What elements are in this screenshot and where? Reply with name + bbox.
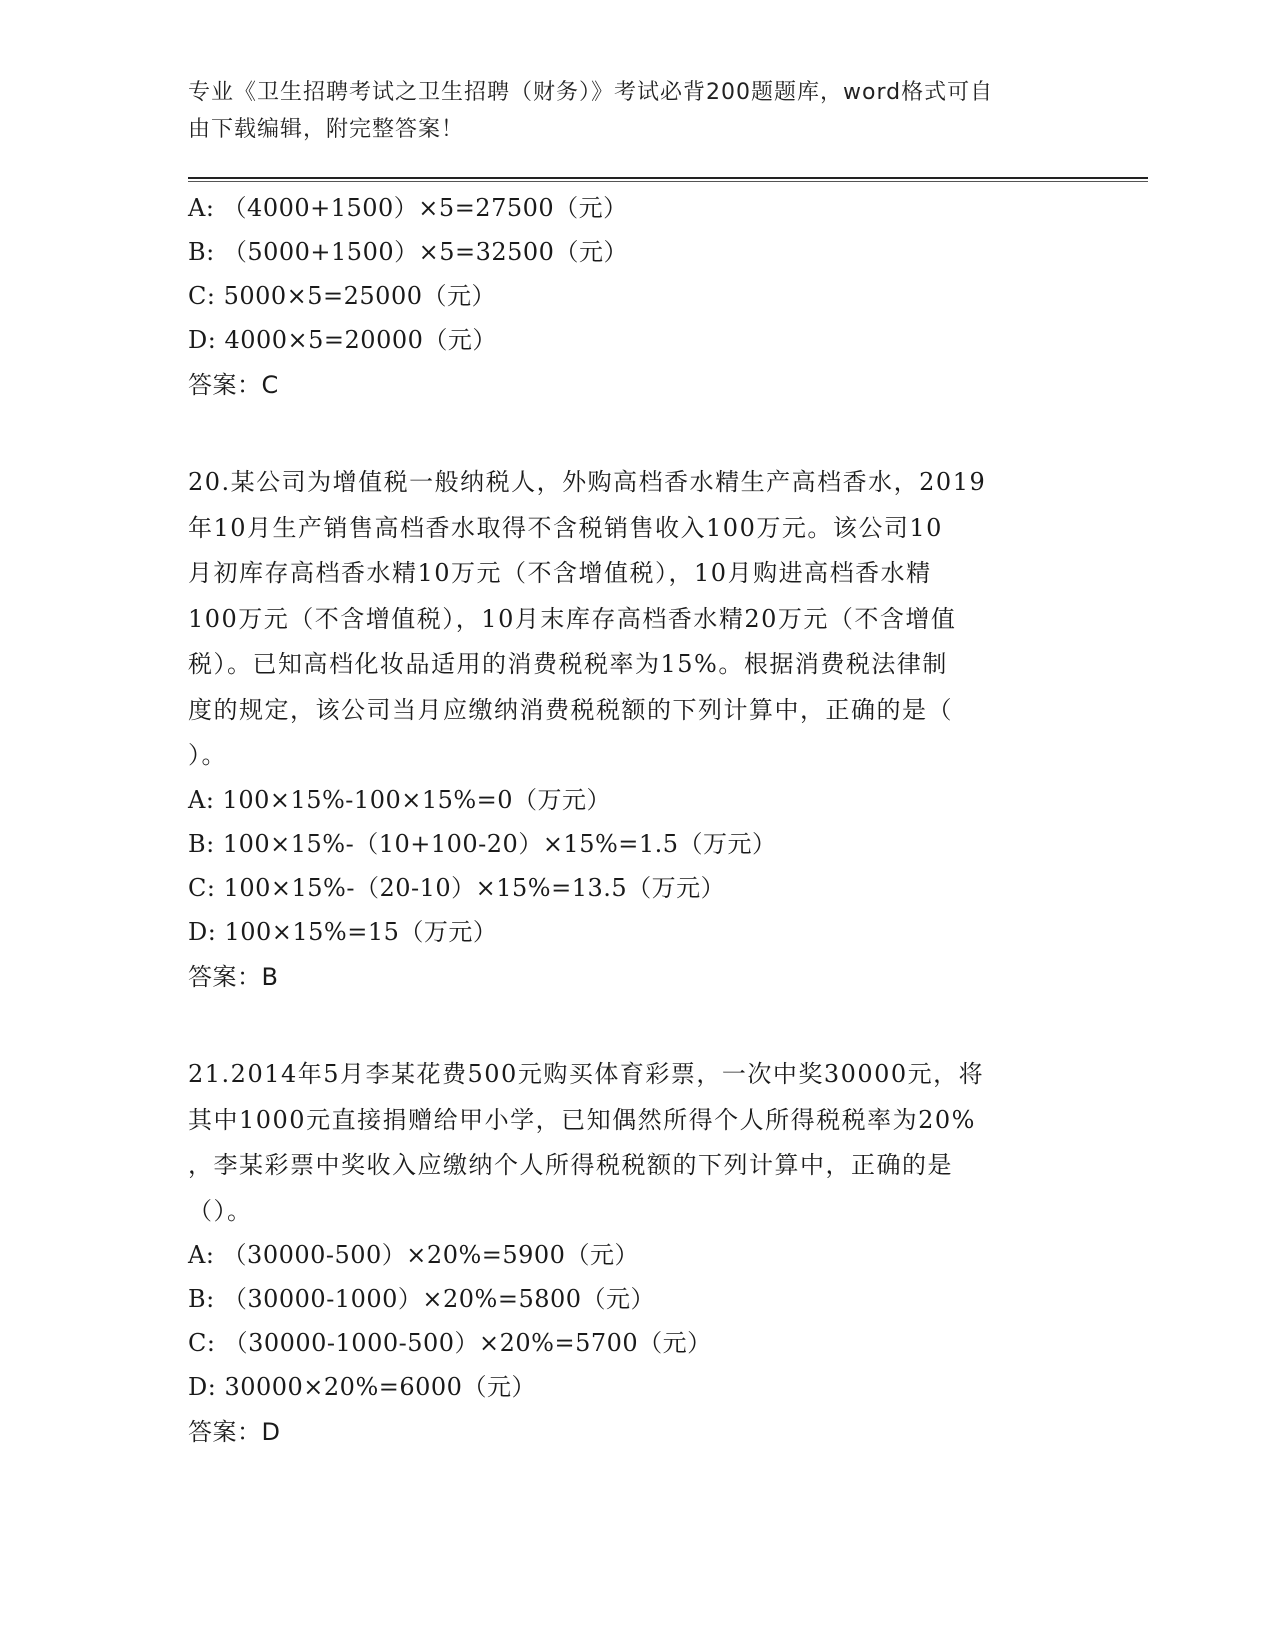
header-line-1: 专业《卫生招聘考试之卫生招聘（财务）》考试必背200题题库，word格式可自 [188, 80, 994, 105]
q19-option-b: B: （5000+1500）×5=32500（元） [188, 238, 628, 266]
q19-option-c: C: 5000×5=25000（元） [188, 282, 496, 310]
q20-option-a: A: 100×15%-100×15%=0（万元） [188, 786, 612, 814]
q19-option-a: A: （4000+1500）×5=27500（元） [188, 194, 628, 222]
q21-option-d: D: 30000×20%=6000（元） [188, 1373, 536, 1401]
header-divider [188, 177, 1148, 179]
q20-option-c: C: 100×15%-（20-10）×15%=13.5（万元） [188, 874, 726, 902]
q20-text-line: 税）。已知高档化妆品适用的消费税税率为15%。根据消费税法律制 [188, 650, 948, 678]
q21-text-line: 其中1000元直接捐赠给甲小学，已知偶然所得个人所得税税率为20% [188, 1105, 976, 1134]
q21-answer: 答案：D [188, 1418, 281, 1446]
q20-option-d: D: 100×15%=15（万元） [188, 918, 498, 946]
q20-text-line: ）。 [188, 741, 227, 769]
q20-question-text [188, 460, 1088, 779]
header-divider-thin [188, 181, 1148, 182]
q19-answer: 答案：C [188, 371, 279, 399]
q19-option-d: D: 4000×5=20000（元） [188, 326, 497, 354]
q21-text-line: （）。 [188, 1196, 253, 1225]
q21-text-line: 21.2014年5月李某花费500元购买体育彩票，一次中奖30000元，将 [188, 1060, 985, 1088]
q21-option-a: A: （30000-500）×20%=5900（元） [188, 1241, 639, 1269]
q20-answer: 答案：B [188, 963, 279, 991]
q20-text-line: 100万元（不含增值税），10月末库存高档香水精20万元（不含增值 [188, 604, 957, 633]
q20-text-line: 20.某公司为增值税一般纳税人，外购高档香水精生产高档香水，2019 [188, 468, 987, 496]
q21-question-text [188, 1052, 1088, 1234]
header-line-2: 由下载编辑，附完整答案！ [188, 117, 465, 142]
q20-text-line: 度的规定，该公司当月应缴纳消费税税额的下列计算中，正确的是（ [188, 695, 953, 724]
q20-text-line: 月初库存高档香水精10万元（不含增值税），10月购进高档香水精 [188, 559, 932, 587]
q21-option-b: B: （30000-1000）×20%=5800（元） [188, 1285, 656, 1313]
q20-text-line: 年10月生产销售高档香水取得不含税销售收入100万元。该公司10 [188, 513, 943, 542]
document-header [188, 74, 1068, 148]
q21-text-line: ，李某彩票中奖收入应缴纳个人所得税税额的下列计算中，正确的是 [188, 1151, 953, 1179]
q21-option-c: C: （30000-1000-500）×20%=5700（元） [188, 1329, 712, 1357]
q20-option-b: B: 100×15%-（10+100-20）×15%=1.5（万元） [188, 830, 777, 858]
